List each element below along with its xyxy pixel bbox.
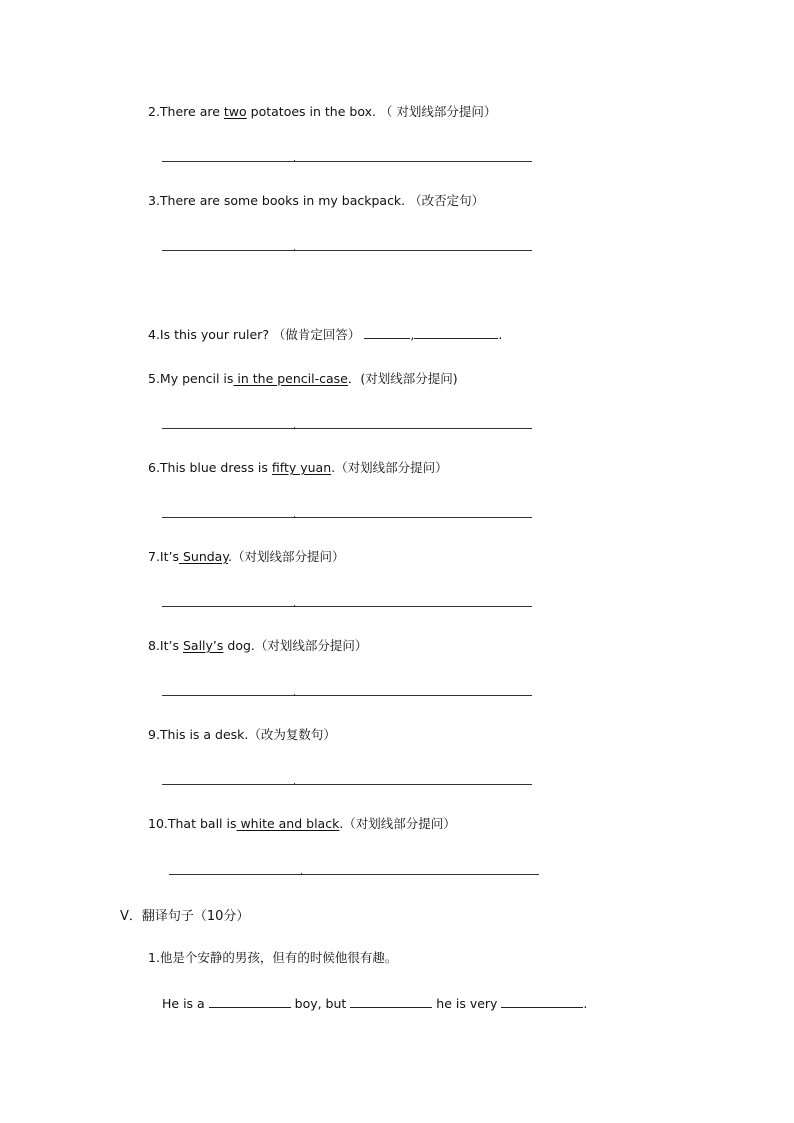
question-text: 6.This blue dress is	[148, 460, 272, 475]
period: .	[498, 327, 503, 342]
question-instruction: .（对划线部分提问）	[227, 549, 345, 564]
question-text: 4.Is this your ruler? （做肯定回答）	[148, 327, 361, 342]
answer-line[interactable]	[169, 874, 539, 875]
answer-text: he is very	[432, 996, 502, 1011]
question-2	[148, 104, 496, 120]
question-9	[148, 727, 336, 743]
section-title: V．翻译句子（10分）	[120, 909, 250, 924]
underlined-word: two	[223, 104, 247, 119]
answer-line[interactable]	[162, 606, 532, 607]
question-text: 8.It’s	[148, 638, 183, 653]
question-6	[148, 460, 448, 476]
comma: ,	[410, 327, 415, 342]
period: .	[583, 996, 588, 1011]
answer-line[interactable]	[162, 695, 532, 696]
answer-blank[interactable]	[364, 326, 410, 339]
question-10	[148, 816, 456, 832]
answer-line[interactable]	[162, 250, 532, 251]
question-3	[148, 193, 484, 209]
answer-line[interactable]	[162, 428, 532, 429]
underlined-phrase: fifty yuan	[271, 460, 332, 475]
answer-text: boy, but	[290, 996, 351, 1011]
question-text: 7.It’s	[148, 549, 179, 564]
question-instruction: .（对划线部分提问）	[331, 460, 448, 475]
question-text: 2.There are	[148, 104, 224, 119]
answer-line[interactable]	[162, 517, 532, 518]
underlined-word: Sunday	[179, 549, 228, 564]
answer-line[interactable]	[162, 784, 532, 785]
answer-blank[interactable]	[501, 995, 583, 1008]
answer-line[interactable]	[162, 161, 532, 162]
answer-text: He is a	[162, 996, 209, 1011]
answer-blank[interactable]	[350, 995, 432, 1008]
translation-answer	[162, 995, 587, 1012]
question-text: 3.There are some books in my backpack. （改否定句）	[148, 193, 485, 208]
question-instruction: ．(对划线部分提问)	[347, 371, 458, 386]
question-8	[148, 638, 367, 654]
question-4	[148, 326, 502, 343]
underlined-word: Sally’s	[182, 638, 224, 653]
answer-blank[interactable]	[414, 326, 498, 339]
question-text: 10.That ball is	[148, 816, 237, 831]
question-instruction: potatoes in the box. （ 对划线部分提问）	[246, 104, 497, 119]
question-instruction: dog.（对划线部分提问）	[223, 638, 368, 653]
translation-question-1: 1.他是个安静的男孩，但有的时候他很有趣。	[148, 950, 398, 965]
question-5	[148, 371, 458, 387]
question-text: 5.My pencil is	[148, 371, 234, 386]
underlined-phrase: in the pencil-case	[233, 371, 348, 386]
question-7	[148, 549, 344, 565]
underlined-phrase: white and black	[236, 816, 340, 831]
answer-blank[interactable]	[209, 995, 291, 1008]
question-instruction: .（对划线部分提问）	[339, 816, 456, 831]
question-text: 9.This is a desk.（改为复数句）	[148, 727, 336, 742]
